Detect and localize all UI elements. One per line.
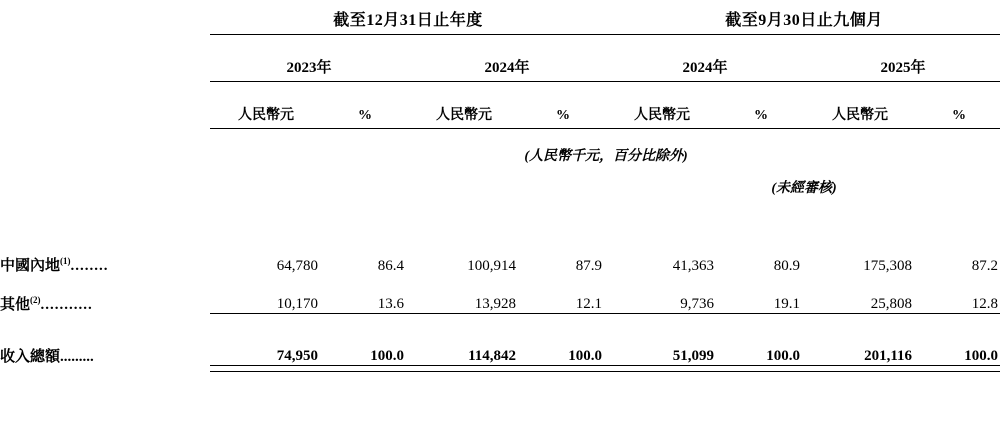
cell-value: 12.1 [575,296,603,312]
pad-row [0,315,1000,325]
period-header-2023: 2023年 [210,47,408,82]
unit-header-rmb-3: 人民幣元 [606,94,718,129]
corner-cell [0,0,210,35]
cell-value: 64,780 [276,258,318,274]
cell-value: 9,736 [680,296,715,312]
cell-value: 100,914 [467,258,516,274]
cell-value: 87.2 [971,258,999,274]
table-row [0,237,1000,275]
total-label [0,325,210,366]
unit-header-rmb-4: 人民幣元 [804,94,916,129]
cell-value: 41,363 [672,258,715,274]
double-rule-segment [408,366,520,372]
row-label-mainland [0,237,210,275]
cell-value: 10,170 [276,296,318,312]
period-header-row [0,47,1000,82]
double-rule-segment [804,366,916,372]
double-rule-segment [916,366,1000,372]
total-value: 74,950 [276,348,318,364]
spacer-row-2 [0,82,1000,95]
table-row [0,275,1000,314]
gap-cell [0,197,1000,237]
unit-header-pct-3: % [718,94,804,129]
cell-value: 87.9 [575,258,603,274]
cell-value: 86.4 [377,258,404,274]
note-spacer [0,129,210,166]
currency-note: (人民幣千元，百分比除外) [524,149,688,164]
double-rule-segment [606,366,718,372]
total-value: 51,099 [672,348,715,364]
currency-note-row [0,129,1000,166]
total-value: 201,116 [864,348,913,364]
row-footnote-marker: (2) [30,294,41,305]
row-leader-dots: ........ [70,258,109,274]
row-footnote-marker: (1) [60,256,71,266]
unit-header-rmb-1: 人民幣元 [210,94,322,129]
double-rule-segment [210,366,322,372]
cell-value: 13,928 [474,296,516,312]
double-rule-row [0,366,1000,372]
row-leader-dots: ........... [40,296,93,313]
double-rule-segment [520,366,606,372]
cell-value: 175,308 [863,258,913,274]
total-value: 100.0 [370,348,404,364]
unit-header-pct-2: % [520,94,606,129]
total-label-text: 收入總額 [0,348,61,365]
period-header-2024b: 2024年 [606,47,804,82]
audit-note: (未經審核) [771,181,837,196]
cell-value: 80.9 [773,258,801,274]
period-header-2024a: 2024年 [408,47,606,82]
double-rule-segment [718,366,804,372]
corner-cell-3 [0,94,210,129]
corner-cell-2 [0,47,210,82]
group-header-ninemonths: 截至9月30日止九個月 [606,0,1000,35]
group-header-annual: 截至12月31日止年度 [210,0,606,35]
total-value: 100.0 [964,348,999,364]
unit-header-pct-4: % [916,94,1000,129]
unit-header-pct-1: % [322,94,408,129]
audit-note-spacer [0,165,606,197]
pad-cell [0,315,1000,325]
total-value: 114,842 [468,348,516,364]
total-value: 100.0 [766,348,801,364]
unit-header-row [0,94,1000,129]
double-rule-spacer [0,366,210,372]
audit-note-row [0,165,1000,197]
row-label-others [0,275,210,314]
period-header-2025: 2025年 [804,47,1000,82]
cell-value: 19.1 [773,296,801,312]
spacer-row-1 [0,35,1000,48]
total-value: 100.0 [568,348,603,364]
row-label-text: 其他 [0,296,31,313]
gap-row [0,197,1000,237]
row-label-text: 中國內地 [0,258,61,274]
cell-value: 12.8 [971,296,999,312]
cell-value: 13.6 [377,296,404,312]
total-leader-dots: ......... [60,348,94,365]
cell-value: 25,808 [870,296,913,312]
spacer-cell-2 [0,82,1000,95]
unit-header-rmb-2: 人民幣元 [408,94,520,129]
group-header-row [0,0,1000,35]
double-rule-segment [322,366,408,372]
total-row [0,325,1000,366]
spacer-cell [0,35,1000,48]
